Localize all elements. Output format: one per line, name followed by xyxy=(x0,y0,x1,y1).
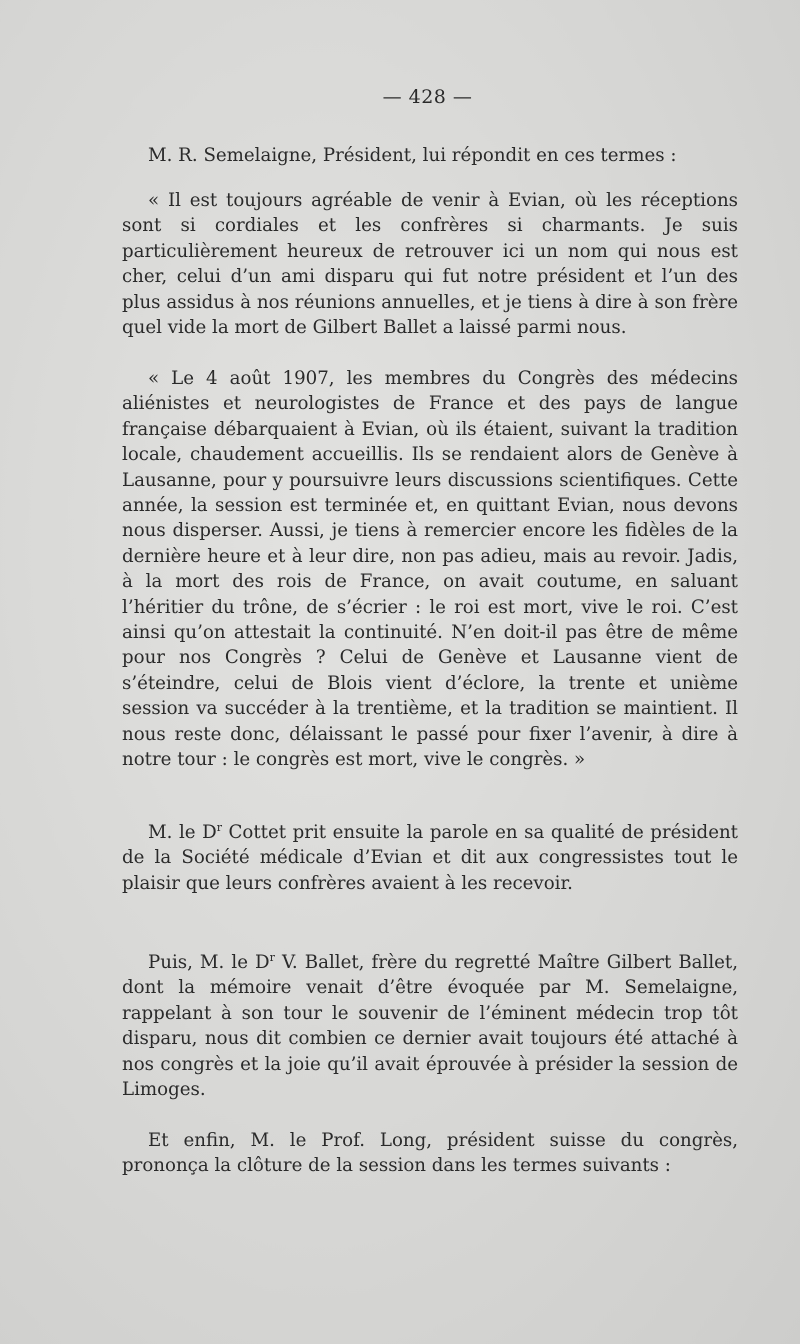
page-number: — 428 — xyxy=(382,86,473,108)
ballet-text-rest: V. Ballet, frère du regretté Maître Gilbert Ballet, dont la mémoire venait d’être évoquée par M. Semelaigne, rappelant à son tour le souvenir de l’éminent médecin trop tôt disparu, nous dit combien ce dernier avait toujours été attaché à nos congrès et la joie qu’il avait éprouvée à présider la session de Limoges. xyxy=(122,952,739,1101)
intro-text: M. R. Semelaigne, Président, lui répondit en ces termes : xyxy=(148,145,677,166)
cottet-text-start: M. le D xyxy=(148,822,217,843)
doctor-abbrev-superscript: r xyxy=(216,820,222,834)
paragraph-ballet xyxy=(122,950,738,1102)
quote-2-text: « Le 4 août 1907, les membres du Congrès des médecins aliénistes et neurologistes de France et des pays de langue française débarquaient à Evian, où ils étaient, suivant la tradition locale, chaudement accueillis. Ils se rendaient alors de Genève à Lausanne, pour y poursuivre leurs discussions scientifiques. Cette année, la session est terminée et, en quittant Evian, nous devons nous disperser. Aussi, je tiens à remercier encore les fidèles de la dernière heure et à leur dire, non pas adieu, mais au revoir. Jadis, à la mort des rois de France, on avait coutume, en saluant l’héritier du trône, de s’écrier : le roi est mort, vive le roi. C’est ainsi qu’on attestait la continuité. N’en doit-il pas être de même pour nos Congrès ? Celui de Genève et Lausanne vient de s’éteindre, celui de Blois vient d’éclore, la trente et unième session va succéder à la trentième, et la tradition se maintient. Il nous reste donc, délaissant le passé pour fixer l’avenir, à dire à notre tour : le congrès est mort, vive le congrès. » xyxy=(122,368,738,771)
paragraph-long xyxy=(122,1128,738,1179)
paragraph-quote-2 xyxy=(122,366,738,773)
cottet-text-rest: Cottet prit ensuite la parole en sa qualité de président de la Société médicale d’Evian et dit aux congressistes tout le plaisir que leurs confrères avaient à les recevoir. xyxy=(122,822,738,894)
paragraph-intro xyxy=(122,143,738,168)
doctor-abbrev-superscript: r xyxy=(269,950,275,964)
paragraph-quote-1 xyxy=(122,188,738,340)
ballet-text-start: Puis, M. le D xyxy=(148,952,270,973)
cottet-text xyxy=(122,820,738,896)
long-text: Et enfin, M. le Prof. Long, président suisse du congrès, prononça la clôture de la session dans les termes suivants : xyxy=(122,1130,738,1177)
paragraph-cottet xyxy=(122,820,738,896)
ballet-text xyxy=(122,950,738,1102)
quote-1-text: « Il est toujours agréable de venir à Evian, où les réceptions sont si cordiales et les confrères si charmants. Je suis particulièrement heureux de retrouver ici un nom qui nous est cher, celui d’un ami disparu qui fut notre président et l’un des plus assidus à nos réunions annuelles, et je tiens à dire à son frère quel vide la mort de Gilbert Ballet a laissé parmi nous. xyxy=(122,190,738,339)
